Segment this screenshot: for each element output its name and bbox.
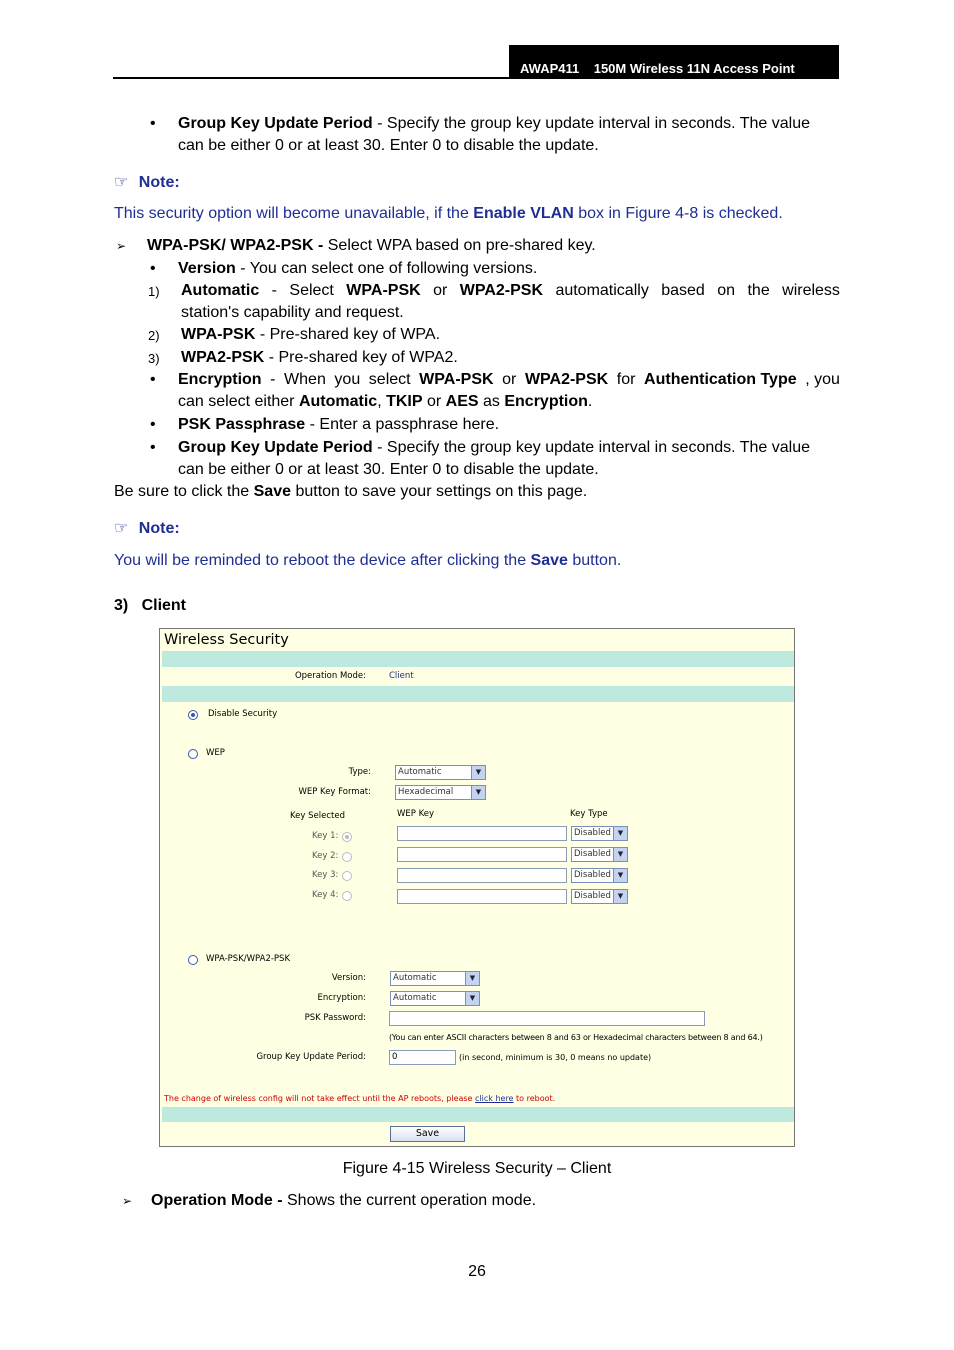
note-2-label: ☞ Note: <box>114 520 180 537</box>
bullet-dot-icon: • <box>150 115 156 132</box>
key-2-input[interactable] <box>397 847 567 862</box>
encryption-label: Encryption: <box>317 993 366 1003</box>
gkup-hint: (in second, minimum is 30, 0 means no update) <box>459 1053 652 1062</box>
list-number: 1) <box>148 284 160 299</box>
wep-label: WEP <box>206 748 225 758</box>
key-1-input[interactable] <box>397 826 567 841</box>
client-heading: 3) Client <box>114 597 187 614</box>
option-automatic: Automatic - Select WPA-PSK or WPA2-PSK automatically based on the wireless station's capability and request. <box>181 282 840 321</box>
version-item: Version - You can select one of following versions. <box>178 260 538 277</box>
list-number: 2) <box>148 328 160 343</box>
arrow-bullet-icon: ➢ <box>116 239 127 253</box>
key-type-header: Key Type <box>570 809 608 819</box>
key-4-type-select[interactable]: Disabled ▼ <box>571 889 628 904</box>
header-bar <box>162 651 794 667</box>
wpa-psk-heading: WPA-PSK/ WPA2-PSK - Select WPA based on pre-shared key. <box>147 237 596 254</box>
wep-key-format-select[interactable]: Hexadecimal ▼ <box>395 785 486 800</box>
chevron-down-icon: ▼ <box>613 827 627 840</box>
chevron-down-icon: ▼ <box>613 890 627 903</box>
psk-password-input[interactable] <box>389 1011 705 1026</box>
type-label: Type: <box>348 767 371 777</box>
encryption-select[interactable]: Automatic ▼ <box>390 991 480 1006</box>
key-2-radio[interactable] <box>342 852 352 862</box>
reboot-link[interactable]: click here <box>475 1094 514 1103</box>
header-banner <box>509 45 839 79</box>
pointing-hand-icon: ☞ <box>114 520 129 537</box>
reboot-warning: The change of wireless config will not take effect until the AP reboots, please click here to reboot. <box>164 1094 556 1103</box>
passphrase-item: PSK Passphrase - Enter a passphrase here. <box>178 416 500 433</box>
chevron-down-icon: ▼ <box>471 766 485 779</box>
gkup-item: Group Key Update Period - Specify the group key update interval in seconds. The value can be either 0 or at least 30. Enter 0 to disable the update. <box>178 439 810 478</box>
key-3-radio[interactable] <box>342 871 352 881</box>
save-button[interactable]: Save <box>390 1126 465 1142</box>
chevron-down-icon: ▼ <box>471 786 485 799</box>
type-select[interactable]: Automatic ▼ <box>395 765 486 780</box>
figure-caption: Figure 4-15 Wireless Security – Client <box>342 1160 612 1177</box>
key-4-radio[interactable] <box>342 891 352 901</box>
version-select[interactable]: Automatic ▼ <box>390 971 480 986</box>
save-reminder: Be sure to click the Save button to save your settings on this page. <box>114 483 588 500</box>
wpa-psk-label: WPA-PSK/WPA2-PSK <box>206 954 291 964</box>
wpa-psk-radio[interactable] <box>188 955 198 965</box>
bullet-dot-icon: • <box>150 416 156 433</box>
footer-bar <box>162 1107 794 1122</box>
chevron-down-icon: ▼ <box>613 848 627 861</box>
operation-mode-item: Operation Mode - Shows the current operation mode. <box>151 1192 537 1209</box>
chevron-down-icon: ▼ <box>465 972 479 985</box>
key-1-radio[interactable] <box>342 832 352 842</box>
key-2-type-select[interactable]: Disabled ▼ <box>571 847 628 862</box>
disable-security-radio[interactable] <box>188 710 198 720</box>
key-3-input[interactable] <box>397 868 567 883</box>
page-number: 26 <box>468 1263 486 1280</box>
bullet-dot-icon: • <box>150 260 156 277</box>
operation-mode-value: Client <box>389 671 414 681</box>
encryption-item: Encryption - When you select WPA-PSK or WPA2-PSK for Authentication Type , you can select either Automatic, TKIP or AES as Encryption. <box>178 371 840 410</box>
chevron-down-icon: ▼ <box>465 992 479 1005</box>
key-4-input[interactable] <box>397 889 567 904</box>
key-selected-header: Key Selected <box>290 811 345 821</box>
wireless-security-screenshot <box>159 628 795 1147</box>
option-wpa-psk: WPA-PSK - Pre-shared key of WPA. <box>181 326 441 343</box>
pointing-hand-icon: ☞ <box>114 174 129 191</box>
arrow-bullet-icon: ➢ <box>122 1194 133 1208</box>
header-rule <box>113 77 839 79</box>
wep-radio[interactable] <box>188 749 198 759</box>
bullet-dot-icon: • <box>150 439 156 456</box>
note-1-label: ☞ Note: <box>114 174 180 191</box>
header-product: 150M Wireless 11N Access Point <box>593 61 795 76</box>
psk-password-label: PSK Password: <box>304 1013 366 1023</box>
chevron-down-icon: ▼ <box>613 869 627 882</box>
wep-key-header: WEP Key <box>397 809 435 819</box>
header-model: AWAP411 <box>520 61 580 76</box>
gkup-paragraph: Group Key Update Period - Specify the group key update interval in seconds. The value can be either 0 or at least 30. Enter 0 to disable the update. <box>178 115 810 154</box>
operation-mode-label: Operation Mode: <box>294 671 366 681</box>
divider-bar <box>162 686 794 702</box>
gkup-input[interactable]: 0 <box>389 1050 456 1065</box>
wep-key-format-label: WEP Key Format: <box>298 787 371 797</box>
option-wpa2-psk: WPA2-PSK - Pre-shared key of WPA2. <box>181 349 458 366</box>
list-number: 3) <box>148 351 160 366</box>
gkup-label: Group Key Update Period: <box>256 1052 366 1062</box>
note-2-text: You will be reminded to reboot the device after clicking the Save button. <box>114 552 622 569</box>
key-1-label: Key 1: <box>312 831 339 841</box>
psk-hint: (You can enter ASCII characters between 8 and 63 or Hexadecimal characters between 8 and 64.) <box>389 1033 763 1042</box>
note-1-text: This security option will become unavailable, if the Enable VLAN box in Figure 4-8 is checked. <box>114 205 783 222</box>
key-4-label: Key 4: <box>312 890 339 900</box>
version-label: Version: <box>331 973 366 983</box>
key-3-label: Key 3: <box>312 870 339 880</box>
bullet-dot-icon: • <box>150 371 156 388</box>
key-3-type-select[interactable]: Disabled ▼ <box>571 868 628 883</box>
screenshot-title: Wireless Security <box>164 632 289 648</box>
key-1-type-select[interactable]: Disabled ▼ <box>571 826 628 841</box>
key-2-label: Key 2: <box>312 851 339 861</box>
disable-security-label: Disable Security <box>208 709 278 719</box>
